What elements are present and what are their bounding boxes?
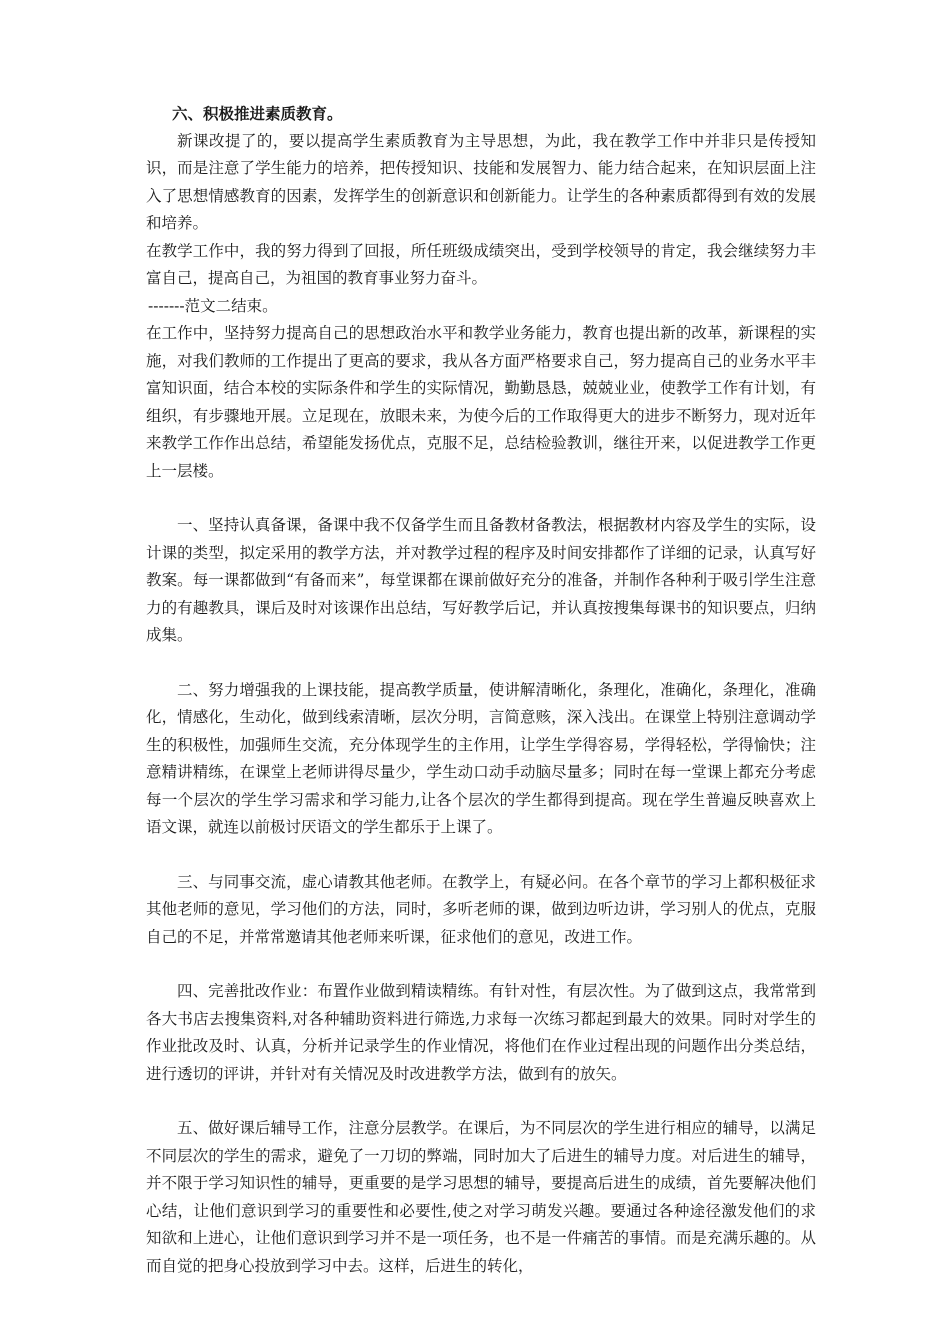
section-heading-six: 六、积极推进素质教育。 <box>172 104 343 123</box>
end-marker: -------范文二结束。 <box>148 296 278 315</box>
paragraph-section-two: 二、努力增强我的上课技能，提高教学质量，使讲解清晰化，条理化，准确化，条理化，准确化，情感化，生动化，做到线索清晰，层次分明，言简意赅，深入浅出。在课堂上特别注意调动学生的积极性，加强师生交流，充分体现学生的主作用，让学生学得容易，学得轻松，学得愉快；注意精讲精练，在课堂上老师讲得尽量少，学生动口动手动脑尽量多；同时在每一堂课上都充分考虑每一个层次的学生学习需求和学习能力,让各个层次的学生都得到提高。现在学生普遍反映喜欢上语文课，就连以前极讨厌语文的学生都乐于上课了。 <box>146 680 816 836</box>
paragraph-intro: 在工作中，坚持努力提高自己的思想政治水平和教学业务能力，教育也提出新的改革，新课程的实施，对我们教师的工作提出了更高的要求，我从各方面严格要求自己，努力提高自己的业务水平丰富知识面，结合本校的实际条件和学生的实际情况，勤勤恳恳，兢兢业业，使教学工作有计划，有组织，有步骤地开展。立足现在，放眼未来，为使今后的工作取得更大的进步不断努力，现对近年来教学工作作出总结，希望能发扬优点，克服不足，总结检验教训，继往开来，以促进教学工作更上一层楼。 <box>146 324 816 480</box>
paragraph-section-five: 五、做好课后辅导工作，注意分层教学。在课后，为不同层次的学生进行相应的辅导，以满足不同层次的学生的需求，避免了一刀切的弊端，同时加大了后进生的辅导力度。对后进生的辅导，并不限于学习知识性的辅导，更重要的是学习思想的辅导，要提高后进生的成绩，首先要解决他们心结，让他们意识到学习的重要性和必要性,使之对学习萌发兴趣。要通过各种途径激发他们的求知欲和上进心，让他们意识到学习并不是一项任务，也不是一件痛苦的事情。而是充满乐趣的。从而自觉的把身心投放到学习中去。这样，后进生的转化， <box>146 1119 816 1275</box>
paragraph-quality-education: 新课改提了的，要以提高学生素质教育为主导思想，为此，我在教学工作中并非只是传授知识，而是注意了学生能力的培养，把传授知识、技能和发展智力、能力结合起来，在知识层面上注入了思想情感教育的因素，发挥学生的创新意识和创新能力。让学生的各种素质都得到有效的发展和培养。 <box>146 131 816 232</box>
document-page <box>146 100 816 1280</box>
paragraph-results: 在教学工作中，我的努力得到了回报，所任班级成绩突出，受到学校领导的肯定，我会继续努力丰富自己，提高自己，为祖国的教育事业努力奋斗。 <box>146 241 816 287</box>
paragraph-section-three: 三、与同事交流，虚心请教其他老师。在教学上，有疑必问。在各个章节的学习上都积极征求其他老师的意见，学习他们的方法，同时，多听老师的课，做到边听边讲，学习别人的优点，克服自己的不足，并常常邀请其他老师来听课，征求他们的意见，改进工作。 <box>146 872 816 946</box>
paragraph-section-one: 一、坚持认真备课，备课中我不仅备学生而且备教材备教法，根据教材内容及学生的实际，设计课的类型，拟定采用的教学方法，并对教学过程的程序及时间安排都作了详细的记录，认真写好教案。每一课都做到“有备而来”，每堂课都在课前做好充分的准备，并制作各种利于吸引学生注意力的有趣教具，课后及时对该课作出总结，写好教学后记，并认真按搜集每课书的知识要点，归纳成集。 <box>146 516 816 644</box>
paragraph-section-four: 四、完善批改作业：布置作业做到精读精练。有针对性，有层次性。为了做到这点，我常常到各大书店去搜集资料,对各种辅助资料进行筛选,力求每一次练习都起到最大的效果。同时对学生的作业批改及时、认真，分析并记录学生的作业情况，将他们在作业过程出现的问题作出分类总结，进行透切的评讲，并针对有关情况及时改进教学方法，做到有的放矢。 <box>146 982 816 1083</box>
